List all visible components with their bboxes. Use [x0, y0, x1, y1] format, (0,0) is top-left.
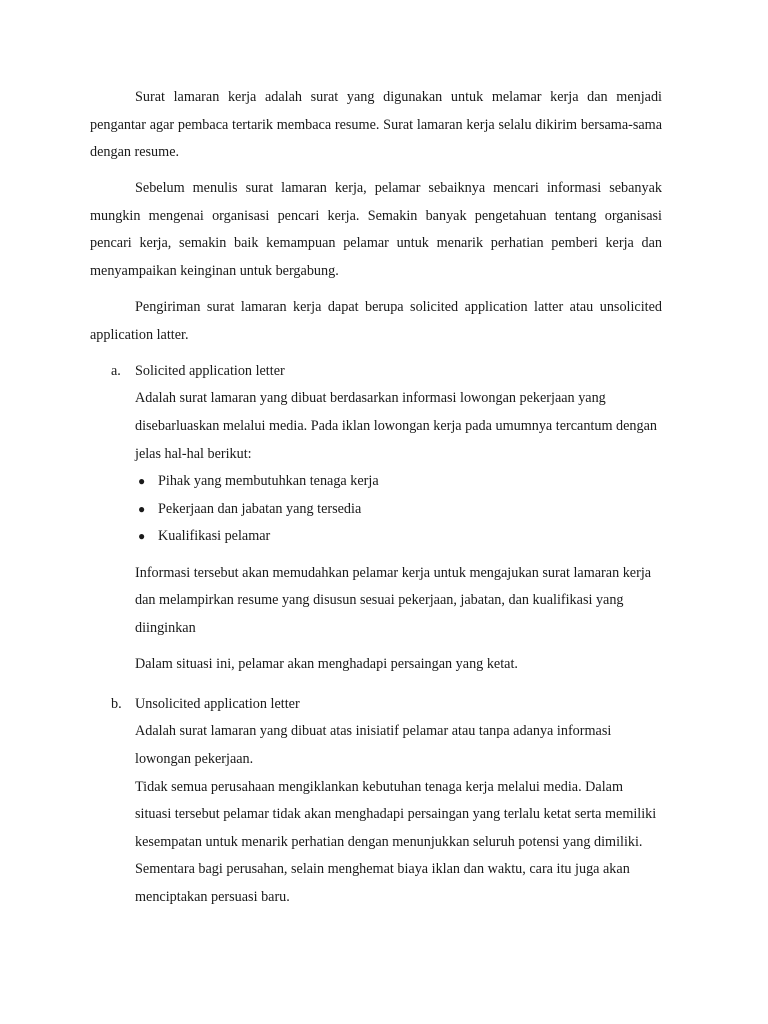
bullet-icon: ● — [138, 474, 146, 489]
intro-paragraph-1: Surat lamaran kerja adalah surat yang digunakan untuk melamar kerja dan menjadi pengantar agar pembaca tertarik membaca resume. Surat lamaran kerja selalu dikirim bersama-sama dengan resume. — [90, 89, 662, 161]
bullet-icon: ● — [138, 529, 146, 544]
section-a-info-block — [90, 560, 662, 679]
list-item — [135, 468, 662, 496]
section-b-body — [90, 718, 662, 911]
section-a — [90, 358, 662, 679]
list-item-text: Kualifikasi pelamar — [158, 528, 271, 545]
section-a-info: Informasi tersebut akan memudahkan pelamar kerja untuk mengajukan surat lamaran kerja dan melampirkan resume yang disusun sesuai pekerjaan, jabatan, dan kualifikasi yang diinginkan — [135, 564, 652, 636]
section-a-body — [90, 385, 662, 468]
section-a-situation: Dalam situasi ini, pelamar akan menghadapi persaingan yang ketat. — [135, 655, 518, 672]
section-b-title: Unsolicited application letter — [135, 695, 300, 712]
intro-paragraph-3: Pengiriman surat lamaran kerja dapat berupa solicited application latter atau unsolicited application latter. — [90, 299, 662, 343]
section-a-description: Adalah surat lamaran yang dibuat berdasarkan informasi lowongan pekerjaan yang disebarluaskan melalui media. Pada iklan lowongan kerja pada umumnya tercantum dengan jelas hal-hal berikut: — [135, 390, 658, 462]
section-b-marker: b. — [111, 695, 122, 712]
section-a-marker: a. — [111, 362, 121, 379]
section-a-heading — [90, 358, 662, 386]
list-item-text: Pihak yang membutuhkan tenaga kerja — [158, 473, 379, 490]
section-b-heading — [90, 691, 662, 719]
section-a-title: Solicited application letter — [135, 362, 285, 379]
list-item — [135, 496, 662, 524]
section-a-bullet-list — [90, 468, 662, 551]
list-item-text: Pekerjaan dan jabatan yang tersedia — [158, 500, 362, 517]
section-b-description: Adalah surat lamaran yang dibuat atas inisiatif pelamar atau tanpa adanya informasi lowongan pekerjaan. — [135, 723, 612, 768]
section-b-detail: Tidak semua perusahaan mengiklankan kebutuhan tenaga kerja melalui media. Dalam situasi tersebut pelamar tidak akan menghadapi persaingan yang terlalu ketat serta memiliki kesempatan untuk menarik perhatian dengan menunjukkan seluruh potensi yang dimiliki. Sementara bagi perusahan, selain menghemat biaya iklan dan waktu, cara itu juga akan menciptakan persuasi baru. — [135, 778, 657, 906]
intro-paragraph-2: Sebelum menulis surat lamaran kerja, pelamar sebaiknya mencari informasi sebanyak mungkin mengenai organisasi pencari kerja. Semakin banyak pengetahuan tentang organisasi pencari kerja, semakin baik kemampuan pelamar untuk menarik perhatian pemberi kerja dan menyampaikan keinginan untuk bergabung. — [90, 180, 662, 280]
list-item — [135, 523, 662, 551]
section-b — [90, 691, 662, 912]
bullet-icon: ● — [138, 501, 146, 516]
